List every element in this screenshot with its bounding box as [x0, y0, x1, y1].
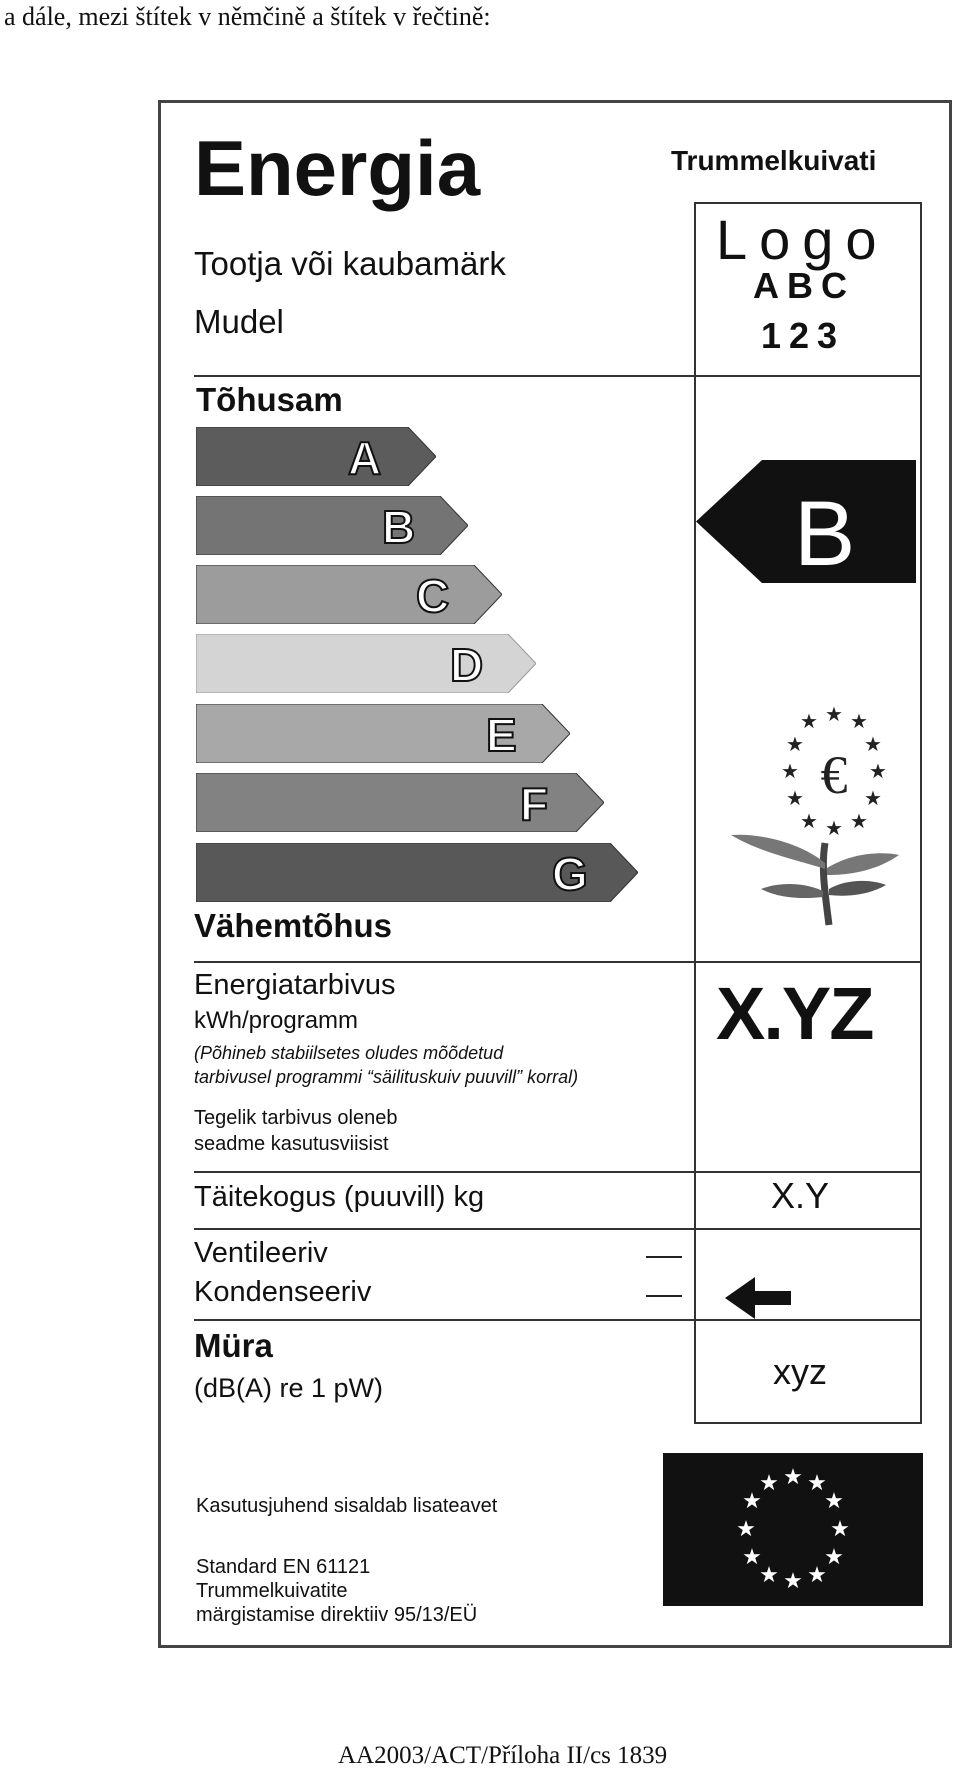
class-letter-e: E [486, 709, 517, 761]
class-bar-g [196, 843, 638, 902]
energy-label [158, 100, 952, 1648]
class-bar-e [196, 704, 570, 763]
class-letter-b: B [382, 501, 416, 553]
logo-abc: ABC [753, 265, 855, 306]
appliance-type: Trummelkuivati [671, 145, 877, 176]
logo-123: 123 [761, 315, 846, 356]
svg-text:★: ★ [783, 1464, 803, 1489]
section-divider-capacity [194, 1171, 922, 1173]
class-bar-a [196, 427, 436, 486]
standard-text: Standard EN 61121 [196, 1556, 371, 1578]
class-bar-a-shape [196, 427, 436, 486]
capacity-label: Täitekogus (puuvill) kg [194, 1181, 485, 1213]
svg-text:★: ★ [759, 1562, 779, 1587]
consumption-note-line2: tarbivusel programmi “säilituskuiv puuvill” korral) [194, 1067, 579, 1087]
directive-line2: märgistamise direktiiv 95/13/EÜ [196, 1604, 478, 1626]
svg-text:★: ★ [869, 761, 887, 783]
svg-text:★: ★ [742, 1488, 762, 1513]
consumption-unit: kWh/programm [194, 1007, 359, 1034]
svg-text:★: ★ [824, 1488, 844, 1513]
footer-reference: AA2003/ACT/Příloha II/cs 1839 [338, 1742, 668, 1769]
class-bar-d [196, 634, 536, 693]
class-bar-c [196, 565, 502, 624]
svg-text:★: ★ [781, 761, 799, 783]
capacity-value: X.Y [771, 1175, 830, 1216]
rating-arrow [696, 460, 916, 583]
svg-text:★: ★ [783, 1568, 803, 1593]
logo-word: Logo [716, 208, 889, 271]
svg-text:★: ★ [786, 734, 804, 756]
svg-text:★: ★ [850, 811, 868, 833]
svg-text:★: ★ [807, 1470, 827, 1495]
intro-text: a dále, mezi štítek v němčině a štítek v řečtině: [4, 2, 491, 31]
info-text: Kasutusjuhend sisaldab lisateavet [196, 1495, 498, 1517]
class-bar-b [196, 496, 468, 555]
svg-text:★: ★ [800, 811, 818, 833]
label-title: Energia [194, 124, 481, 212]
class-letter-d: D [450, 639, 484, 691]
noise-label: Müra [194, 1327, 273, 1364]
svg-text:★: ★ [825, 704, 843, 726]
eu-flag-stars-icon [663, 1453, 923, 1606]
right-column-border-top [694, 202, 922, 204]
section-divider-type [194, 1228, 922, 1230]
consumption-value: X.YZ [716, 972, 873, 1055]
efficient-label: Tõhusam [196, 381, 343, 418]
condenser-dash [646, 1295, 682, 1297]
section-divider-noise [194, 1319, 922, 1321]
actual-use-line2: seadme kasutusviisist [194, 1133, 389, 1155]
class-letter-a: A [348, 432, 382, 484]
condenser-label: Kondenseeriv [194, 1276, 372, 1308]
svg-text:★: ★ [742, 1544, 762, 1569]
svg-text:★: ★ [807, 1562, 827, 1587]
right-column-border-bottom [694, 1422, 922, 1424]
svg-text:★: ★ [824, 1544, 844, 1569]
eu-flag [663, 1453, 923, 1606]
manufacturer-label: Tootja või kaubamärk [194, 245, 506, 282]
vented-dash [646, 1256, 682, 1258]
svg-text:★: ★ [786, 788, 804, 810]
noise-value: xyz [773, 1351, 827, 1392]
class-bar-b-shape [196, 496, 468, 555]
rating-letter: B [794, 483, 856, 583]
svg-text:★: ★ [759, 1470, 779, 1495]
class-letter-g: G [552, 848, 588, 900]
class-letter-f: F [520, 778, 549, 830]
section-divider-efficiency [194, 375, 922, 377]
section-divider-consumption [194, 961, 922, 963]
svg-text:★: ★ [825, 818, 843, 840]
class-bar-f [196, 773, 604, 832]
actual-use-line1: Tegelik tarbivus oleneb [194, 1107, 398, 1129]
less-efficient-label: Vähemtõhus [194, 907, 393, 944]
model-label: Mudel [194, 303, 284, 340]
svg-text:★: ★ [800, 711, 818, 733]
svg-text:★: ★ [864, 734, 882, 756]
vented-label: Ventileeriv [194, 1237, 328, 1269]
class-bar-c-shape [196, 565, 502, 624]
noise-unit: (dB(A) re 1 pW) [194, 1373, 384, 1403]
class-letter-c: C [416, 570, 450, 622]
directive-line1: Trummelkuivatite [196, 1580, 348, 1602]
svg-text:★: ★ [864, 788, 882, 810]
right-column-border-left [694, 202, 696, 1424]
condenser-arrow-icon [725, 1277, 791, 1319]
consumption-note-line1: (Põhineb stabiilsetes oludes mõõdetud [194, 1043, 504, 1063]
right-column-border-right [920, 202, 922, 1424]
svg-text:€: € [820, 745, 848, 805]
consumption-title: Energiatarbivus [194, 969, 396, 1001]
class-bar-d-shape [196, 634, 536, 693]
eu-ecolabel-flower-icon [721, 693, 901, 933]
svg-text:★: ★ [830, 1516, 850, 1541]
svg-text:★: ★ [736, 1516, 756, 1541]
svg-text:★: ★ [850, 711, 868, 733]
